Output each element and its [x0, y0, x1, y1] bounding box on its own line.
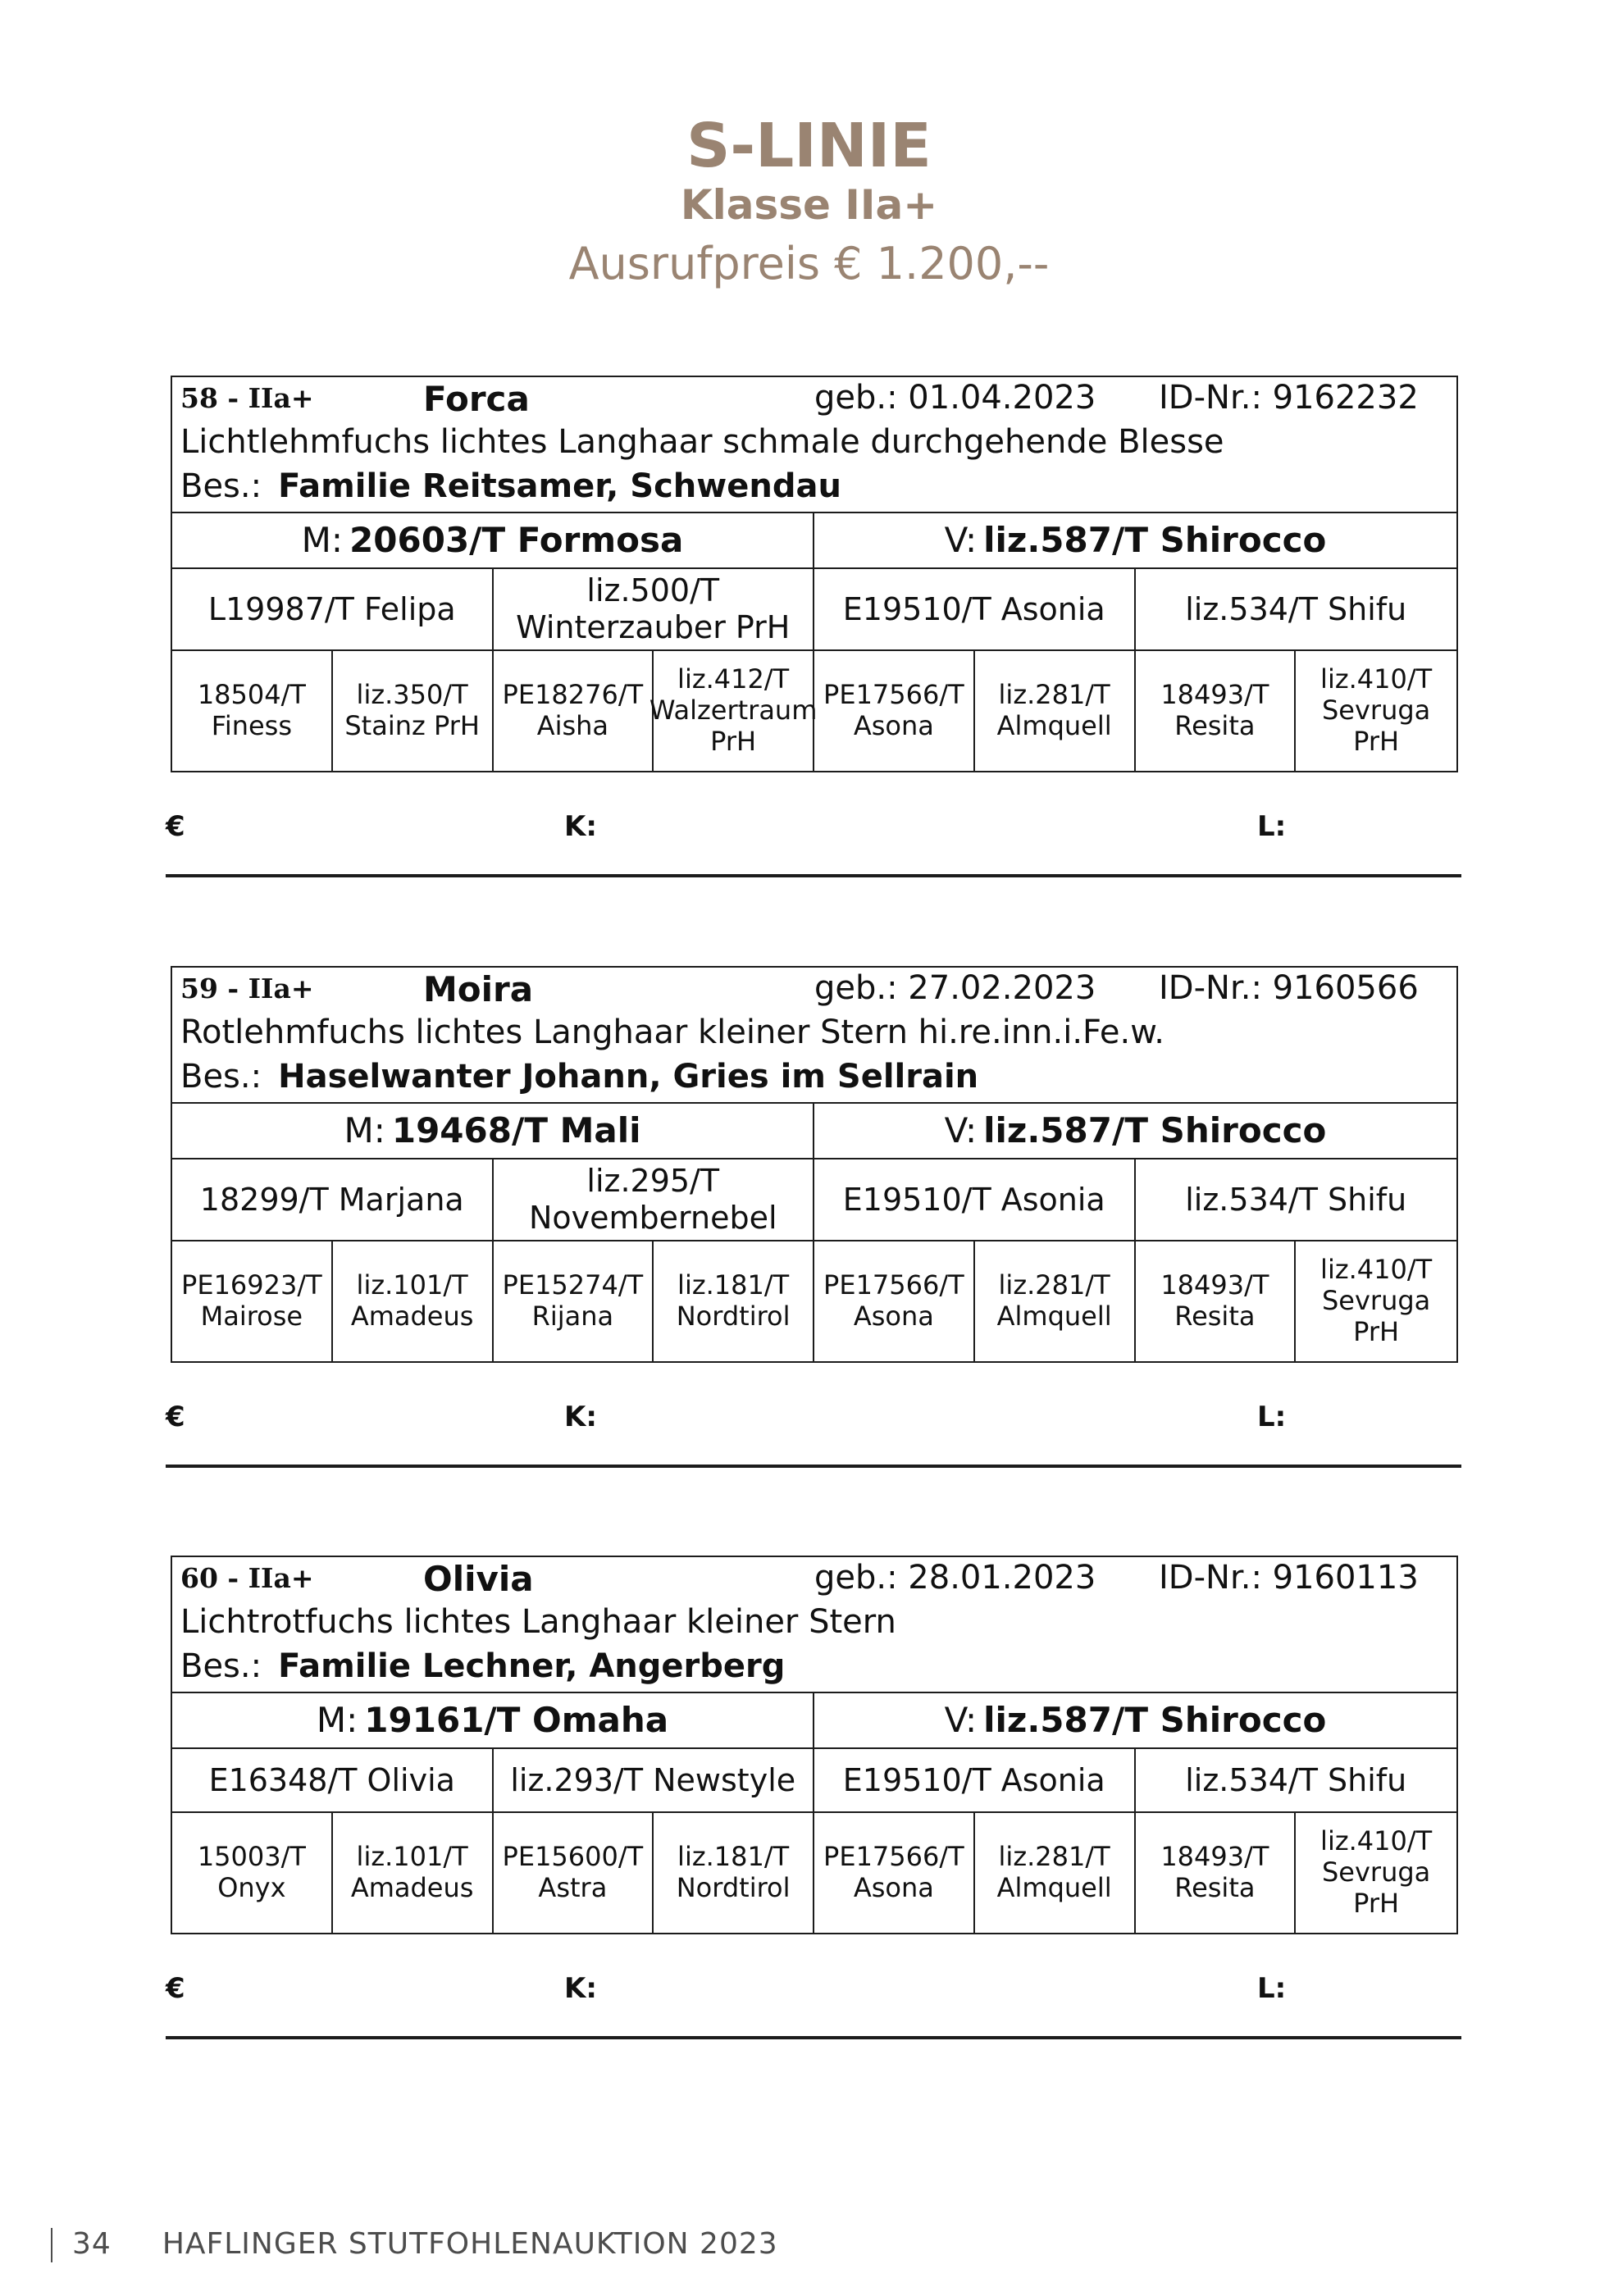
lot-table: [171, 966, 1458, 1363]
grandparent-cell: E19510/T Asonia: [814, 1159, 1136, 1240]
l-label: L:: [1257, 1401, 1287, 1433]
sire-label: V:: [944, 1700, 978, 1741]
grandparents-row: [172, 569, 1456, 651]
great-grandparent-cell: liz.410/T Sevruga PrH: [1320, 663, 1433, 757]
sire-name: liz.587/T Shirocco: [983, 1110, 1327, 1151]
horse-name: Forca: [423, 379, 530, 419]
id-number: ID-Nr.: 9160566: [1159, 969, 1419, 1007]
great-grandparent-cell: PE15274/T Rijana: [494, 1241, 654, 1361]
sire-label: V:: [944, 1110, 978, 1151]
dam-name: 19161/T Omaha: [364, 1700, 669, 1741]
grandparent-cell: L19987/T Felipa: [172, 569, 494, 649]
grandparent-cell: E16348/T Olivia: [172, 1749, 494, 1811]
great-grandparent-cell: liz.281/T Almquell: [975, 1813, 1136, 1933]
owner: [180, 1647, 785, 1685]
dam-name: 20603/T Formosa: [349, 520, 684, 561]
entry-divider: [166, 1465, 1461, 1468]
grandparents-row: [172, 1159, 1456, 1241]
dam-label: M:: [301, 520, 344, 561]
great-grandparent-cell: PE16923/T Mairose: [172, 1241, 333, 1361]
price-label: €: [166, 1972, 185, 2005]
owner-label: Bes.:: [180, 1647, 262, 1685]
buyer-label: K:: [564, 1401, 597, 1433]
great-grandparent-cell: liz.181/T Nordtirol: [654, 1241, 814, 1361]
grandparent-cell: liz.534/T Shifu: [1185, 1761, 1407, 1798]
dam-label: M:: [344, 1110, 385, 1151]
great-grandparent-cell: PE17566/T Asona: [814, 651, 975, 771]
parents-row: [172, 1104, 1456, 1159]
start-price: Ausrufpreis € 1.200,--: [568, 238, 1050, 289]
horse-name: Moira: [423, 969, 534, 1009]
great-grandparent-cell: liz.101/T Amadeus: [333, 1241, 494, 1361]
sire-label: V:: [944, 520, 978, 561]
great-grandparent-cell: PE15600/T Astra: [494, 1813, 654, 1933]
entry-divider: [166, 874, 1461, 877]
page-title: S-LINIE: [686, 111, 932, 181]
sire-cell: [814, 513, 1456, 567]
lot-info: [172, 377, 1456, 513]
id-number: ID-Nr.: 9160113: [1159, 1559, 1419, 1597]
great-grandparent-cell: PE17566/T Asona: [814, 1241, 975, 1361]
great-grandparent-cell: 15003/T Onyx: [172, 1813, 333, 1933]
great-grandparents-row: [172, 651, 1456, 771]
horse-description: Rotlehmfuchs lichtes Langhaar kleiner Stern hi.re.inn.i.Fe.w.: [180, 1014, 1165, 1051]
lot-entry: [166, 966, 1458, 1486]
sire-name: liz.587/T Shirocco: [983, 1700, 1327, 1741]
owner-name: Haselwanter Johann, Gries im Sellrain: [278, 1058, 979, 1096]
birth-date: geb.: 27.02.2023: [814, 969, 1096, 1007]
lot-info: [172, 968, 1456, 1104]
sire-cell: [814, 1693, 1456, 1747]
lot-number: 60 - IIa+: [180, 1562, 314, 1594]
l-label: L:: [1257, 1972, 1287, 2005]
parents-row: [172, 513, 1456, 569]
owner-label: Bes.:: [180, 1058, 262, 1096]
great-grandparent-cell: liz.412/T Walzertraum PrH: [654, 651, 814, 771]
grandparent-cell: liz.293/T Newstyle: [494, 1749, 815, 1811]
great-grandparent-cell: liz.101/T Amadeus: [333, 1813, 494, 1933]
great-grandparent-cell: liz.410/T Sevruga PrH: [1320, 1254, 1433, 1347]
birth-date: geb.: 28.01.2023: [814, 1559, 1096, 1597]
lot-table: [171, 1556, 1458, 1934]
great-grandparent-cell: PE17566/T Asona: [814, 1813, 975, 1933]
price-label: €: [166, 810, 185, 843]
grandparent-cell: E19510/T Asonia: [814, 569, 1136, 649]
birth-date: geb.: 01.04.2023: [814, 379, 1096, 417]
entry-divider: [166, 2036, 1461, 2039]
grandparent-cell: liz.534/T Shifu: [1185, 1181, 1407, 1218]
owner: [180, 1058, 978, 1096]
great-grandparent-cell: 18493/T Resita: [1136, 651, 1297, 771]
horse-description: Lichtlehmfuchs lichtes Langhaar schmale durchgehende Blesse: [180, 423, 1224, 461]
owner-name: Familie Reitsamer, Schwendau: [278, 467, 841, 505]
sire-cell: [814, 1104, 1456, 1158]
dam-cell: [172, 1693, 814, 1747]
grandparent-cell: E19510/T Asonia: [814, 1749, 1136, 1811]
great-grandparent-cell: liz.350/T Stainz PrH: [333, 651, 494, 771]
lot-number: 59 - IIa+: [180, 973, 314, 1004]
grandparent-cell: 18299/T Marjana: [172, 1159, 494, 1240]
great-grandparent-cell: 18493/T Resita: [1136, 1813, 1297, 1933]
l-label: L:: [1257, 810, 1287, 843]
page-footer: [51, 2227, 778, 2262]
great-grandparent-cell: liz.281/T Almquell: [975, 1241, 1136, 1361]
parents-row: [172, 1693, 1456, 1749]
great-grandparents-row: [172, 1241, 1456, 1361]
dam-cell: [172, 1104, 814, 1158]
dam-label: M:: [316, 1700, 358, 1741]
grandparent-cell: liz.295/T Novembernebel: [494, 1159, 815, 1240]
owner: [180, 467, 841, 505]
sale-record: [166, 1934, 1458, 2057]
id-number: ID-Nr.: 9162232: [1159, 379, 1419, 417]
sale-record: [166, 772, 1458, 895]
great-grandparent-cell: liz.281/T Almquell: [975, 651, 1136, 771]
lot-number: 58 - IIa+: [180, 382, 314, 414]
grandparents-row: [172, 1749, 1456, 1813]
great-grandparent-cell: 18504/T Finess: [172, 651, 333, 771]
owner-name: Familie Lechner, Angerberg: [278, 1647, 786, 1685]
dam-name: 19468/T Mali: [391, 1110, 641, 1151]
footer-title: HAFLINGER STUTFOHLENAUKTION 2023: [162, 2227, 778, 2261]
great-grandparent-cell: liz.181/T Nordtirol: [654, 1813, 814, 1933]
horse-description: Lichtrotfuchs lichtes Langhaar kleiner Stern: [180, 1603, 896, 1641]
owner-label: Bes.:: [180, 467, 262, 505]
lot-table: [171, 376, 1458, 772]
great-grandparent-cell: liz.410/T Sevruga PrH: [1320, 1825, 1433, 1919]
great-grandparent-cell: PE18276/T Aisha: [494, 651, 654, 771]
class-subtitle: Klasse IIa+: [680, 181, 938, 229]
footer-rule: [51, 2228, 52, 2262]
sale-record: [166, 1363, 1458, 1486]
sire-name: liz.587/T Shirocco: [983, 520, 1327, 561]
lot-entry: [166, 1556, 1458, 2057]
price-label: €: [166, 1401, 185, 1433]
dam-cell: [172, 513, 814, 567]
grandparent-cell: liz.534/T Shifu: [1185, 590, 1407, 627]
lot-entry: [166, 376, 1458, 895]
horse-name: Olivia: [423, 1559, 534, 1599]
grandparent-cell: liz.500/T Winterzauber PrH: [494, 569, 815, 649]
buyer-label: K:: [564, 1972, 597, 2005]
great-grandparents-row: [172, 1813, 1456, 1933]
buyer-label: K:: [564, 810, 597, 843]
page-number: 34: [72, 2227, 112, 2261]
great-grandparent-cell: 18493/T Resita: [1136, 1241, 1297, 1361]
lot-info: [172, 1557, 1456, 1693]
